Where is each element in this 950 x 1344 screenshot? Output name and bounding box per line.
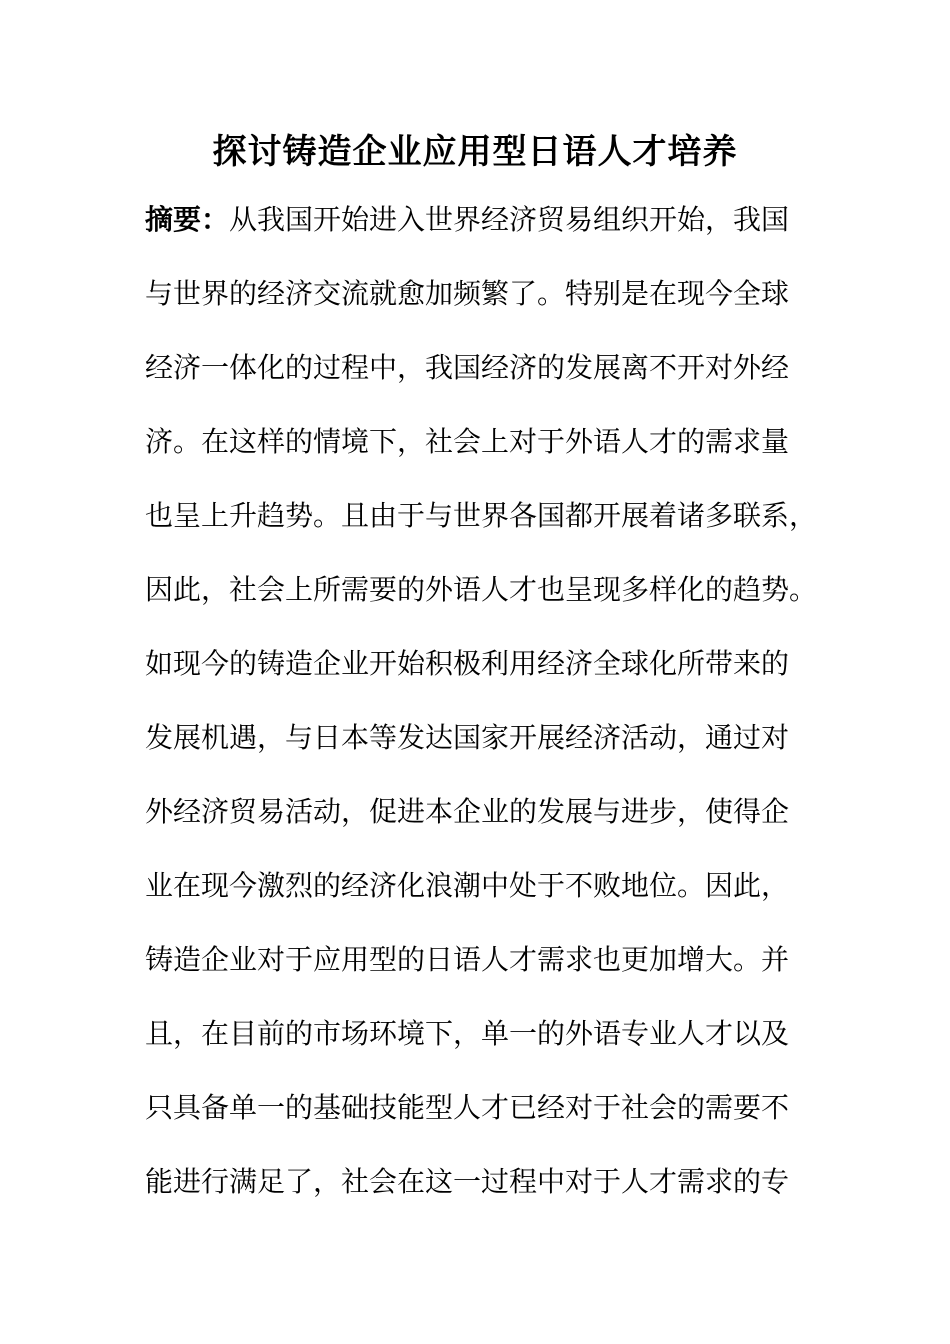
abstract-line: 发展机遇，与日本等发达国家开展经济活动，通过对 [145,721,790,754]
abstract-line [145,196,845,270]
abstract-line: 与世界的经济交流就愈加频繁了。特别是在现今全球 [145,277,790,310]
abstract-line: 因此，社会上所需要的外语人才也呈现多样化的趋势。 [145,573,818,606]
abstract-line: 能进行满足了，社会在这一过程中对于人才需求的专 [145,1165,790,1198]
abstract-line: 外经济贸易活动，促进本企业的发展与进步，使得企 [145,795,790,828]
abstract-line-text: 从我国开始进入世界经济贸易组织开始，我国 [229,203,790,236]
abstract-line: 只具备单一的基础技能型人才已经对于社会的需要不 [145,1091,790,1124]
abstract-line: 且，在目前的市场环境下，单一的外语专业人才以及 [145,1017,790,1050]
document-title: 探讨铸造企业应用型日语人才培养 [212,132,738,172]
abstract-line: 业在现今激烈的经济化浪潮中处于不败地位。因此， [145,869,790,902]
abstract-line: 也呈上升趋势。且由于与世界各国都开展着诸多联系， [145,499,818,532]
abstract-line: 经济一体化的过程中，我国经济的发展离不开对外经 [145,351,790,384]
abstract-line: 如现今的铸造企业开始积极利用经济全球化所带来的 [145,647,790,680]
abstract-label: 摘要： [145,203,230,236]
abstract-line: 铸造企业对于应用型的日语人才需求也更加增大。并 [145,943,790,976]
abstract-line: 济。在这样的情境下，社会上对于外语人才的需求量 [145,425,790,458]
abstract-body [145,196,845,1232]
